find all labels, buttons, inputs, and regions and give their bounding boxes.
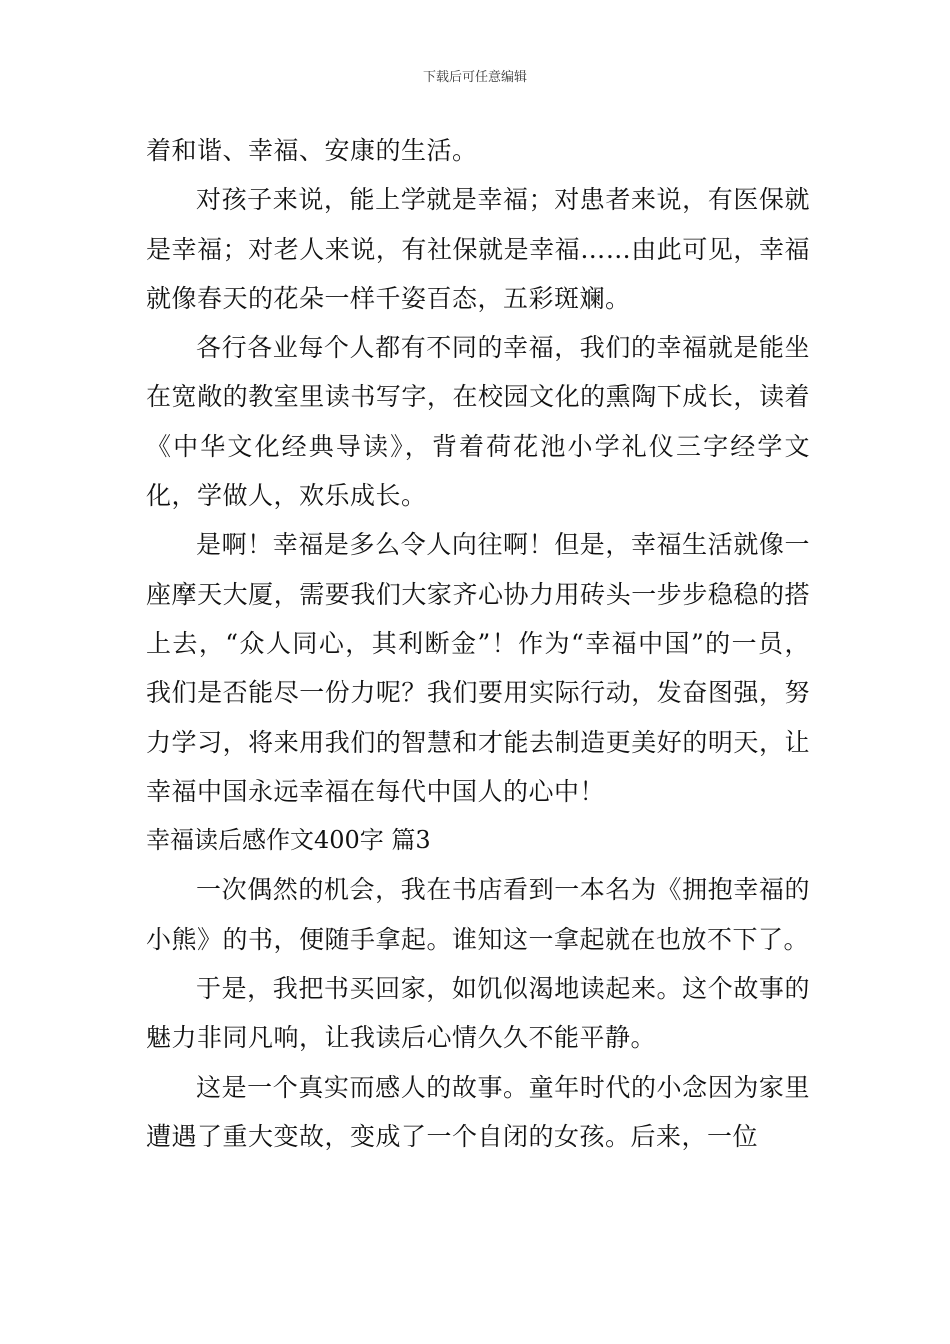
paragraph: 这是一个真实而感人的故事。童年时代的小念因为家里遭遇了重大变故，变成了一个自闭的女孩。后来，一位: [146, 1072, 810, 1151]
paragraph: 是啊！幸福是多么令人向往啊！但是，幸福生活就像一座摩天大厦，需要我们大家齐心协力用砖头一步步稳稳的搭上去，“众人同心，其利断金”！作为“幸福中国”的一员，我们是否能尽一份力呢？我们要用实际行动，发奋图强，努力学习，将来用我们的智慧和才能去制造更美好的明天，让幸福中国永远幸福在每代中国人的心中！: [146, 530, 810, 806]
paragraph: 各行各业每个人都有不同的幸福，我们的幸福就是能坐在宽敞的教室里读书写字，在校园文化的熏陶下成长，读着《中华文化经典导读》，背着荷花池小学礼仪三字经学文化，学做人，欢乐成长。: [146, 333, 810, 511]
header-note: 下载后可任意编辑: [422, 70, 527, 85]
paragraph: 一次偶然的机会，我在书店看到一本名为《拥抱幸福的小熊》的书，便随手拿起。谁知这一拿起就在也放不下了。: [146, 875, 810, 954]
paragraph: 对孩子来说，能上学就是幸福；对患者来说，有医保就是幸福；对老人来说，有社保就是幸福……由此可见，幸福就像春天的花朵一样千姿百态，五彩斑斓。: [146, 185, 810, 313]
paragraph-continuation: 着和谐、幸福、安康的生活。: [146, 136, 478, 165]
section-title: 幸福读后感作文400字 篇3: [146, 826, 431, 855]
paragraph: 于是，我把书买回家，如饥似渴地读起来。这个故事的魅力非同凡响，让我读后心情久久不能平静。: [146, 974, 810, 1053]
document-body: [146, 126, 810, 1161]
